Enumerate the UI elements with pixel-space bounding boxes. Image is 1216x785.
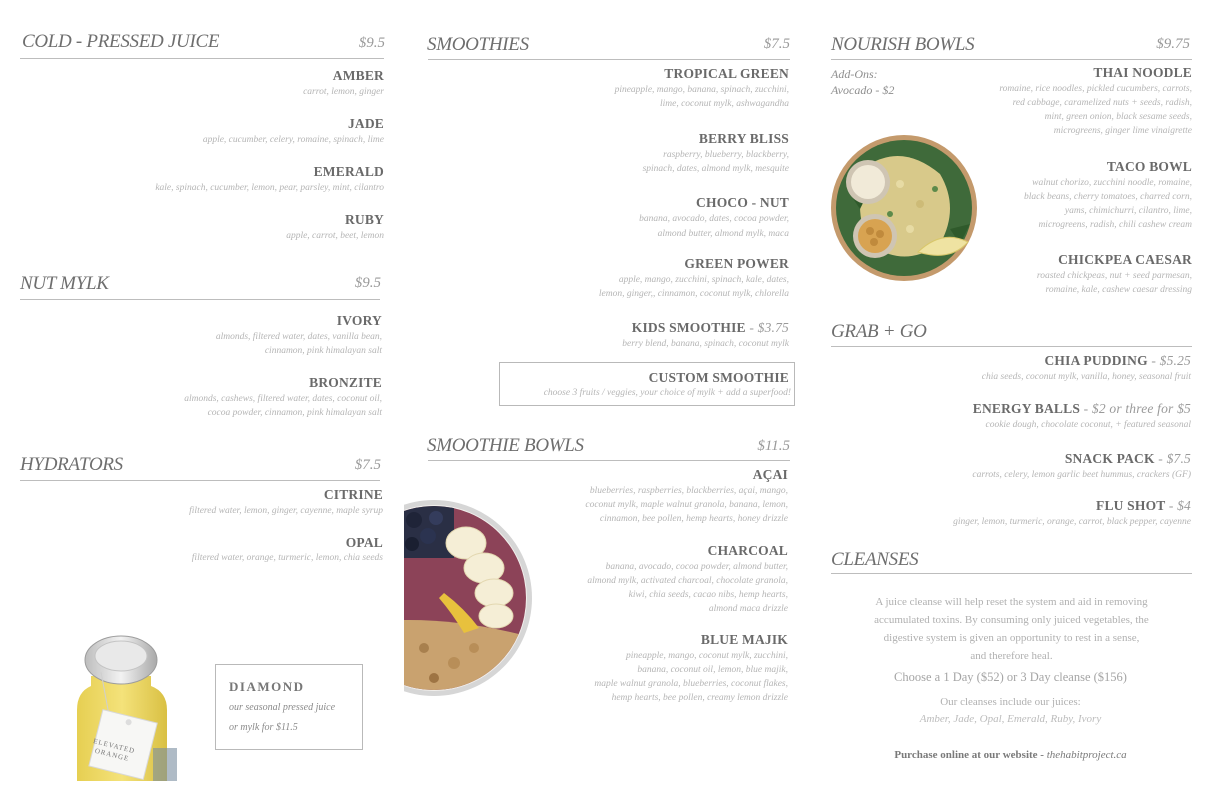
menu-item-name: FLU SHOT	[1096, 498, 1166, 513]
grab-item	[831, 401, 1191, 417]
menu-item-desc: microgreens, radish, chili cashew cream	[1038, 220, 1192, 230]
menu-item-desc: chia seeds, coconut mylk, vanilla, honey, seasonal fruit	[981, 372, 1191, 382]
menu-item-desc: cookie dough, chocolate coconut, + featured seasonal	[985, 420, 1191, 430]
menu-item-desc: black beans, cherry tomatoes, charred corn,	[1024, 192, 1192, 202]
menu-item-name: OPAL	[345, 535, 383, 550]
menu-item-desc: cinnamon, pink himalayan salt	[264, 346, 382, 356]
menu-item-desc: almond maca drizzle	[708, 604, 788, 614]
cleanse-para-line: and therefore heal.	[970, 650, 1053, 662]
menu-item-desc: banana, avocado, cocoa powder, almond butter,	[605, 562, 788, 572]
menu-item-desc: coconut mylk, maple walnut granola, banana, lemon,	[585, 500, 788, 510]
menu-item-name: CITRINE	[323, 487, 383, 502]
section-price: $11.5	[757, 438, 790, 454]
menu-item-desc: spinach, dates, almond mylk, mesquite	[642, 164, 789, 174]
menu-item-desc: mint, green onion, black sesame seeds,	[1044, 112, 1192, 122]
menu-item-name: CHICKPEA CAESAR	[1058, 252, 1192, 267]
menu-item-desc: apple, cucumber, celery, romaine, spinach, lime	[202, 135, 384, 145]
section-divider	[831, 573, 1192, 574]
section-title: NOURISH BOWLS	[831, 34, 975, 55]
menu-item-desc: kale, spinach, cucumber, lemon, pear, parsley, mint, cilantro	[155, 183, 384, 193]
cleanse-para-line: A juice cleanse will help reset the system and aid in removing	[875, 596, 1148, 608]
addons-label: Add-Ons:	[831, 67, 878, 81]
custom-smoothie-box	[499, 362, 795, 406]
menu-item-name: BERRY BLISS	[698, 131, 789, 146]
section-title: SMOOTHIES	[427, 34, 529, 55]
cleanse-includes: Our cleanses include our juices:	[940, 696, 1081, 708]
menu-item-name: TROPICAL GREEN	[664, 66, 789, 81]
diamond-title: DIAMOND	[229, 679, 305, 694]
menu-item-desc: romaine, kale, cashew caesar dressing	[1045, 285, 1192, 295]
menu-item-desc: maple walnut granola, blueberries, coconut flakes,	[594, 679, 788, 689]
menu-item-name: CUSTOM SMOOTHIE	[648, 370, 789, 385]
cleanse-description	[831, 593, 1192, 665]
menu-item-price: - $5.25	[1151, 353, 1191, 368]
section-title: GRAB + GO	[831, 321, 927, 342]
purchase-text: Purchase online at our website -	[894, 749, 1047, 761]
menu-item-desc: ginger, lemon, turmeric, orange, carrot, black pepper, cayenne	[953, 517, 1191, 527]
menu-item-desc: berry blend, banana, spinach, coconut mylk	[622, 339, 789, 349]
menu-item-desc: almond mylk, activated charcoal, chocolate granola,	[587, 576, 788, 586]
menu-item-desc: microgreens, ginger lime vinaigrette	[1053, 126, 1192, 136]
section-divider	[20, 299, 380, 300]
section-divider	[831, 59, 1192, 60]
menu-item-name: KIDS SMOOTHIE	[631, 320, 746, 335]
menu-item-desc: kiwi, chia seeds, cacao nibs, hemp hearts,	[628, 590, 788, 600]
menu-item-name: THAI NOODLE	[1093, 65, 1192, 80]
diamond-desc: or mylk for $11.5	[229, 722, 298, 733]
menu-item-price: - $7.5	[1158, 451, 1191, 466]
grab-item	[831, 451, 1191, 467]
cleanse-options: Choose a 1 Day ($52) or 3 Day cleanse ($156)	[894, 670, 1127, 684]
menu-item-desc: hemp hearts, bee pollen, creamy lemon drizzle	[611, 693, 788, 703]
cleanse-juices: Amber, Jade, Opal, Emerald, Ruby, Ivory	[919, 713, 1102, 725]
kids-smoothie-item	[428, 320, 789, 336]
section-divider	[20, 480, 380, 481]
menu-item-desc: romaine, rice noodles, pickled cucumbers, carrots,	[999, 84, 1192, 94]
section-divider	[428, 460, 790, 461]
section-price: $7.5	[763, 36, 790, 52]
menu-item-name: EMERALD	[313, 164, 384, 179]
menu-item-desc: cinnamon, bee pollen, hemp hearts, honey drizzle	[599, 514, 788, 524]
section-title: SMOOTHIE BOWLS	[427, 435, 584, 456]
section-price: $9.75	[1156, 36, 1190, 52]
menu-item-desc: almond butter, almond mylk, maca	[657, 229, 789, 239]
menu-item-desc: lemon, ginger,, cinnamon, coconut mylk, chlorella	[598, 289, 789, 299]
menu-item-name: CHARCOAL	[707, 543, 788, 558]
menu-item-name: GREEN POWER	[684, 256, 789, 271]
menu-item-desc: choose 3 fruits / veggies, your choice of mylk + add a superfood!	[543, 388, 791, 398]
menu-item-name: BRONZITE	[309, 375, 382, 390]
grab-item	[831, 353, 1191, 369]
menu-item-desc: banana, avocado, dates, cocoa powder,	[639, 214, 789, 224]
purchase-line	[831, 749, 1190, 761]
menu-item-desc: lime, coconut mylk, ashwagandha	[659, 99, 789, 109]
cleanse-para-line: accumulated toxins. By consuming only juiced vegetables, the	[874, 614, 1149, 626]
section-title: COLD - PRESSED JUICE	[22, 31, 220, 52]
diamond-desc: our seasonal pressed juice	[229, 702, 336, 713]
menu-item-name: SNACK PACK	[1064, 451, 1155, 466]
section-title: NUT MYLK	[20, 273, 109, 294]
menu-item-desc: carrot, lemon, ginger	[303, 87, 384, 97]
menu-item-desc: apple, carrot, beet, lemon	[286, 231, 384, 241]
menu-item-desc: pineapple, mango, coconut mylk, zucchini,	[626, 651, 788, 661]
section-title: HYDRATORS	[20, 454, 123, 475]
menu-item-name: RUBY	[344, 212, 384, 227]
nourish-bowl-image	[830, 134, 980, 284]
menu-item-desc: pineapple, mango, banana, spinach, zucchini,	[614, 85, 789, 95]
menu-item-desc: blueberries, raspberries, blackberries, açai, mango,	[589, 486, 788, 496]
menu-item-name: TACO BOWL	[1106, 159, 1192, 174]
menu-item-desc: filtered water, lemon, ginger, cayenne, maple syrup	[189, 506, 383, 516]
addons-value: Avocado - $2	[831, 83, 895, 97]
menu-item-desc: almonds, filtered water, dates, vanilla bean,	[215, 332, 382, 342]
menu-item-desc: carrots, celery, lemon garlic beet hummus, crackers (GF)	[972, 470, 1191, 480]
cleanse-para-line: digestive system is given an opportunity to rest in a sense,	[883, 632, 1140, 644]
menu-item-desc: filtered water, orange, turmeric, lemon, chia seeds	[191, 553, 383, 563]
section-divider	[20, 58, 384, 59]
section-price: $9.5	[354, 275, 381, 291]
menu-item-desc: raspberry, blueberry, blackberry,	[663, 150, 789, 160]
section-divider	[831, 346, 1192, 347]
menu-item-desc: banana, coconut oil, lemon, blue majik,	[637, 665, 788, 675]
menu-item-desc: red cabbage, caramelized nuts + seeds, radish,	[1012, 98, 1192, 108]
menu-item-desc: walnut chorizo, zucchini noodle, romaine,	[1032, 178, 1192, 188]
website-link[interactable]: thehabitproject.ca	[1046, 749, 1127, 761]
menu-item-desc: roasted chickpeas, nut + seed parmesan,	[1036, 271, 1192, 281]
menu-item-desc: cocoa powder, cinnamon, pink himalayan salt	[207, 408, 382, 418]
menu-item-desc: apple, mango, zucchini, spinach, kale, dates,	[618, 275, 789, 285]
menu-item-price: - $3.75	[749, 320, 789, 335]
menu-item-price: - $2 or three for $5	[1083, 401, 1191, 416]
smoothie-bowl-image	[404, 498, 534, 698]
menu-item-desc: almonds, cashews, filtered water, dates, coconut oil,	[184, 394, 382, 404]
menu-item-price: - $4	[1168, 498, 1191, 513]
menu-item-name: AMBER	[332, 68, 384, 83]
menu-item-name: AÇAI	[752, 467, 788, 482]
grab-item	[831, 498, 1191, 514]
section-price: $7.5	[354, 457, 381, 473]
menu-item-name: IVORY	[336, 313, 382, 328]
section-title: CLEANSES	[831, 549, 919, 570]
menu-item-name: CHOCO - NUT	[696, 195, 789, 210]
menu-item-desc: yams, chimichurri, cilantro, lime,	[1064, 206, 1192, 216]
bottle-label-text: ELEVATED ORANGE	[92, 737, 136, 764]
section-price: $9.5	[358, 35, 385, 51]
menu-item-name: BLUE MAJIK	[700, 632, 788, 647]
diamond-feature-box	[215, 664, 363, 750]
section-divider	[428, 59, 790, 60]
menu-item-name: CHIA PUDDING	[1044, 353, 1148, 368]
menu-item-name: ENERGY BALLS	[972, 401, 1081, 416]
menu-item-name: JADE	[347, 116, 384, 131]
